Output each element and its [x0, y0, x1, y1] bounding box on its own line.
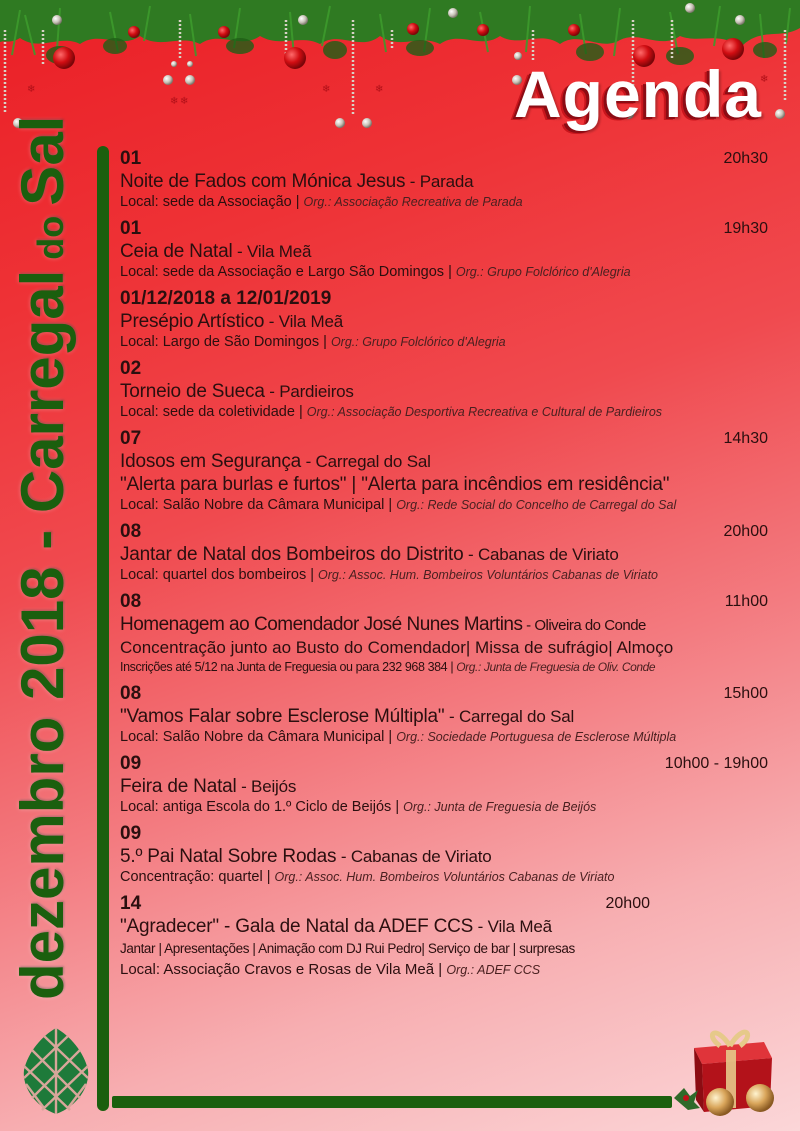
side-title-date-place: dezembro 2018 - Carregal [9, 269, 76, 1000]
event-title: Noite de Fados com Mónica Jesus [120, 171, 406, 192]
event-place: - Vila Meã [473, 917, 552, 936]
event-title: "Vamos Falar sobre Esclerose Múltipla" [120, 706, 445, 727]
event-item [120, 591, 768, 677]
event-title-line [120, 845, 768, 868]
event-local: Local: sede da coletividade [120, 404, 299, 420]
event-location-line: Local: antiga Escola do 1.º Ciclo de Beijós | Org.: Junta de Freguesia de Beijós [120, 799, 597, 815]
event-place: - Vila Meã [264, 312, 343, 331]
event-local: Local: Salão Nobre da Câmara Municipal [120, 497, 389, 513]
event-date: 01 [120, 218, 142, 239]
event-item [120, 218, 768, 282]
event-time: 11h00 [724, 593, 768, 610]
event-title: Torneio de Sueca [120, 381, 265, 402]
event-item [120, 288, 768, 352]
event-item [120, 893, 650, 980]
event-title: Idosos em Segurança [120, 451, 302, 472]
event-title-line [120, 240, 768, 263]
event-date: 09 [120, 753, 142, 774]
event-place: - Pardieiros [264, 382, 354, 401]
event-title: Homenagem ao Comendador José Nunes Martins [120, 614, 523, 635]
event-title: "Agradecer" - Gala de Natal da ADEF CCS [120, 916, 474, 937]
events-list [120, 148, 768, 986]
event-title-line [120, 775, 768, 798]
event-date: 07 [120, 428, 142, 449]
event-detail: Concentração junto ao Busto do Comendador| Missa de sufrágio| Almoço [120, 638, 674, 657]
event-org: Org.: Sociedade Portuguesa de Esclerose Múltipla [396, 730, 677, 744]
svg-text:❄: ❄ [27, 84, 36, 95]
event-location-line: Inscrições até 5/12 na Junta de Freguesia ou para 232 968 384 | Org.: Junta de Freguesia de Oliv. Conde [120, 660, 656, 674]
event-time: 20h30 [723, 150, 768, 167]
event-title-line [120, 915, 650, 938]
event-time: 20h00 [723, 523, 768, 540]
event-org: Org.: Assoc. Hum. Bombeiros Voluntários Cabanas de Viriato [274, 870, 615, 884]
event-date: 08 [120, 521, 142, 542]
event-title-line [120, 380, 768, 403]
event-place: - Oliveira do Conde [522, 617, 646, 634]
event-place: - Carregal do Sal [301, 452, 431, 471]
event-time: 19h30 [723, 220, 768, 237]
event-org: Org.: Junta de Freguesia de Beijós [403, 800, 597, 814]
event-place: - Vila Meã [232, 242, 312, 261]
event-item [120, 521, 768, 585]
vertical-divider [97, 146, 109, 1111]
event-item [120, 823, 768, 887]
event-title: Feira de Natal [120, 776, 237, 797]
event-location-line: Local: sede da Associação | Org.: Associação Recreativa de Parada [120, 194, 523, 210]
side-title-sal: Sal [9, 115, 76, 206]
side-title [8, 115, 77, 1000]
event-org: Org.: Junta de Freguesia de Oliv. Conde [456, 660, 656, 674]
event-title: Ceia de Natal [120, 241, 233, 262]
event-location-line: Local: sede da coletividade | Org.: Associação Desportiva Recreativa e Cultural de Pardieiros [120, 404, 663, 420]
event-detail: "Alerta para burlas e furtos" | "Alerta para incêndios em residência" [120, 474, 670, 495]
event-title-line [120, 543, 768, 566]
event-title: 5.º Pai Natal Sobre Rodas [120, 846, 337, 867]
event-place: - Cabanas de Viriato [336, 847, 492, 866]
event-item [120, 428, 768, 515]
event-location-line: Local: Associação Cravos e Rosas de Vila Meã | Org.: ADEF CCS [120, 961, 541, 978]
event-org: Org.: Associação Desportiva Recreativa e Cultural de Pardieiros [306, 405, 663, 419]
event-date: 09 [120, 823, 142, 844]
event-title-line [120, 613, 768, 637]
event-title-line [120, 170, 768, 193]
svg-text:❄: ❄ [760, 74, 769, 85]
event-org: Org.: Grupo Folclórico d'Alegria [455, 265, 631, 279]
event-location-line: Local: sede da Associação e Largo São Domingos | Org.: Grupo Folclórico d'Alegria [120, 264, 631, 280]
event-time: 14h30 [723, 430, 768, 447]
event-place: - Cabanas de Viriato [463, 545, 619, 564]
gift-box-icon [664, 1020, 788, 1120]
event-location-line: Concentração: quartel | Org.: Assoc. Hum. Bombeiros Voluntários Cabanas de Viriato [120, 869, 615, 885]
event-title-line [120, 450, 768, 473]
event-org: Org.: Assoc. Hum. Bombeiros Voluntários Cabanas de Viriato [318, 568, 659, 582]
event-title-line [120, 705, 768, 728]
svg-text:❄: ❄ [322, 84, 331, 95]
event-date: 08 [120, 683, 142, 704]
event-org: Org.: Rede Social do Concelho de Carregal do Sal [396, 498, 677, 512]
event-org: Org.: Associação Recreativa de Parada [303, 195, 523, 209]
event-title: Presépio Artístico [120, 311, 265, 332]
event-date: 01/12/2018 a 12/01/2019 [120, 288, 332, 309]
event-local: Concentração: quartel [120, 869, 267, 885]
event-local: Local: Associação Cravos e Rosas de Vila Meã [120, 961, 439, 978]
page-title: Agenda [513, 57, 762, 131]
event-item [120, 753, 768, 817]
event-local: Local: quartel dos bombeiros [120, 567, 311, 583]
event-time: 20h00 [605, 895, 650, 912]
svg-text:❄: ❄ [180, 96, 189, 107]
event-local: Local: antiga Escola do 1.º Ciclo de Beijós [120, 799, 392, 815]
svg-text:❄: ❄ [375, 84, 384, 95]
event-title: Jantar de Natal dos Bombeiros do Distrito [120, 544, 464, 565]
event-date: 08 [120, 591, 142, 612]
event-place: - Carregal do Sal [444, 707, 575, 726]
event-location-line: Local: quartel dos bombeiros | Org.: Assoc. Hum. Bombeiros Voluntários Cabanas de Viriato [120, 567, 659, 583]
event-date: 02 [120, 358, 142, 379]
event-item [120, 683, 768, 747]
svg-text:❄: ❄ [170, 96, 179, 107]
event-place: - Beijós [236, 777, 297, 796]
event-location-line: Local: Largo de São Domingos | Org.: Grupo Folclórico d'Alegria [120, 334, 506, 350]
event-location-line: Local: Salão Nobre da Câmara Municipal | Org.: Rede Social do Concelho de Carregal do Sal [120, 497, 677, 513]
event-time: 15h00 [723, 685, 768, 702]
event-date: 14 [120, 893, 142, 914]
event-local: Local: sede da Associação [120, 194, 292, 210]
pine-cone-icon [20, 1026, 92, 1116]
event-local: Local: Largo de São Domingos [120, 334, 320, 350]
event-item [120, 358, 768, 422]
event-detail: Jantar | Apresentações | Animação com DJ Rui Pedro| Serviço de bar | surpresas [120, 941, 575, 956]
event-title-line [120, 310, 768, 333]
event-local: Local: sede da Associação e Largo São Domingos [120, 264, 445, 280]
event-time: 10h00 - 19h00 [664, 755, 768, 772]
event-org: Org.: Grupo Folclórico d'Alegria [330, 335, 506, 349]
event-place: - Parada [405, 172, 474, 191]
event-org: Org.: ADEF CCS [446, 963, 541, 977]
event-item [120, 148, 768, 212]
event-local: Inscrições até 5/12 na Junta de Freguesia ou para 232 968 384 [120, 660, 448, 674]
event-local: Local: Salão Nobre da Câmara Municipal [120, 729, 385, 745]
bottom-divider [112, 1096, 672, 1108]
event-location-line: Local: Salão Nobre da Câmara Municipal | Org.: Sociedade Portuguesa de Esclerose Múltipla [120, 729, 677, 745]
event-date: 01 [120, 148, 142, 169]
side-title-connector: do [30, 215, 71, 260]
